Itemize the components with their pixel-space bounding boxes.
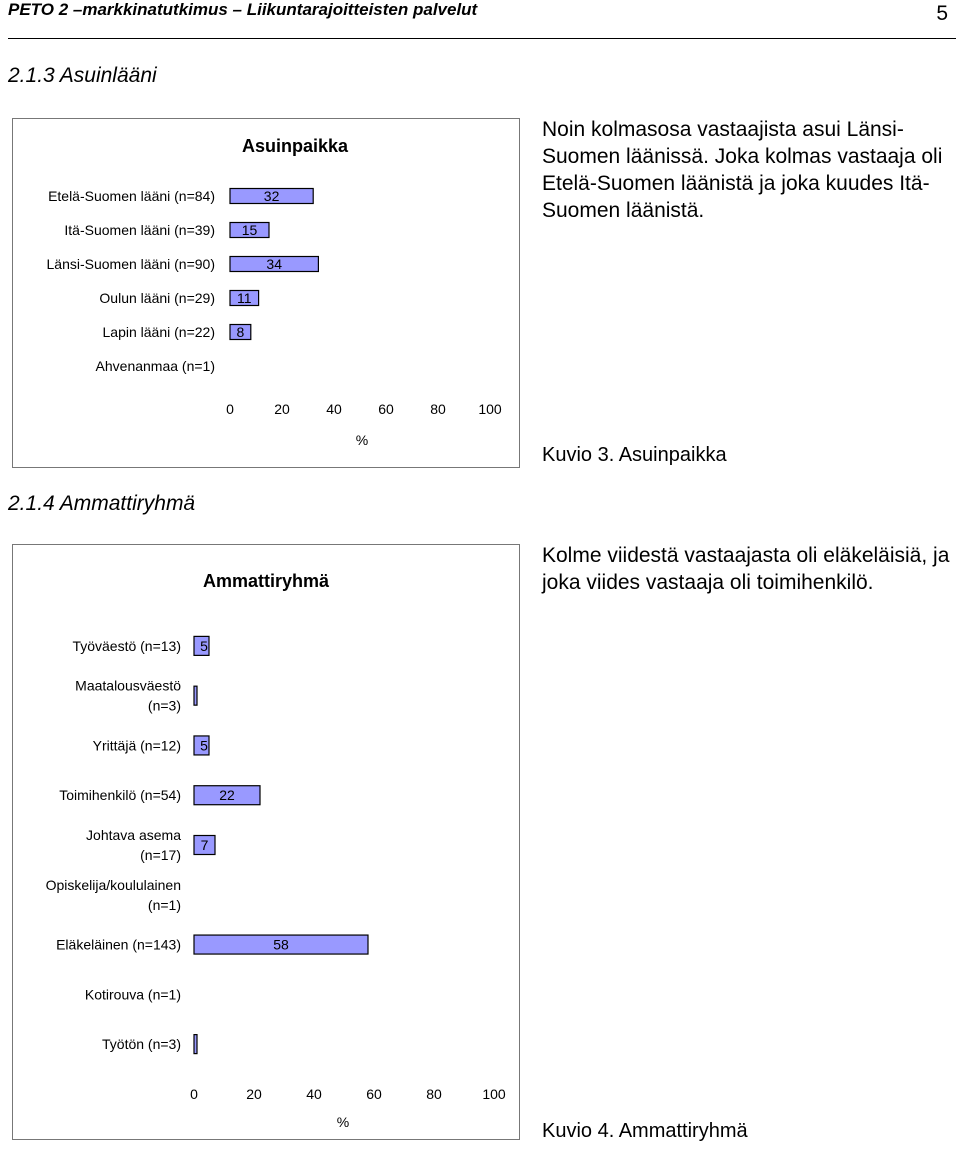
section2-body-text: Kolme viidestä vastaajasta oli eläkeläisiä, ja joka viides vastaaja oli toimihenkilö. (542, 544, 950, 594)
chart-title: Ammattiryhmä (202, 571, 330, 591)
bar (194, 1035, 197, 1054)
category-label: Työväestö (n=13) (72, 637, 181, 654)
category-label: Etelä-Suomen lääni (n=84) (48, 188, 215, 204)
chart-asuinpaikka-frame (12, 118, 520, 468)
tick-label: 80 (430, 401, 446, 417)
category-label: (n=17) (140, 847, 181, 863)
chart-ammattiryhma (13, 545, 519, 1139)
category-label: Toimihenkilö (n=54) (59, 787, 181, 804)
section-heading-asuinlaani: 2.1.3 Asuinlääni (8, 64, 157, 87)
axis-label: % (336, 1114, 350, 1130)
category-label: Eläkeläinen (n=143) (56, 936, 181, 953)
category-label: Kotirouva (n=1) (84, 986, 181, 1003)
chart-asuinpaikka (13, 119, 519, 467)
tick-label: 100 (482, 1086, 506, 1102)
tick-label: 100 (478, 401, 502, 417)
category-label: Länsi-Suomen lääni (n=90) (46, 256, 215, 272)
data-label: 58 (273, 936, 289, 953)
tick-label: 80 (426, 1086, 442, 1102)
category-label: Lapin lääni (n=22) (102, 324, 215, 340)
tick-label: 60 (366, 1086, 382, 1102)
tick-label: 0 (190, 1086, 198, 1102)
category-label: Maatalousväestö (75, 677, 181, 694)
section-heading-ammattiryhma: 2.1.4 Ammattiryhmä (8, 492, 196, 515)
category-label: Itä-Suomen lääni (n=39) (64, 222, 215, 238)
tick-label: 20 (246, 1086, 262, 1102)
data-label: 5 (200, 737, 208, 754)
figure-caption-4: Kuvio 4. Ammattiryhmä (542, 1120, 748, 1142)
category-label: Opiskelija/koululainen (45, 876, 181, 893)
data-label: 5 (200, 637, 208, 654)
tick-label: 0 (226, 401, 234, 417)
tick-label: 40 (326, 401, 342, 417)
tick-label: 60 (378, 401, 394, 417)
chart-title: Asuinpaikka (241, 136, 349, 156)
axis-label: % (355, 432, 369, 448)
data-label: 11 (237, 290, 252, 306)
section1-body-text: Noin kolmasosa vastaajista asui Länsi-Suomen läänissä. Joka kolmas vastaaja oli Etelä-Suomen läänistä ja joka kuudes Itä-Suomen läänistä. (542, 118, 943, 222)
page-number: 5 (936, 2, 948, 25)
category-label: Yrittäjä (n=12) (92, 737, 181, 754)
document-header-title: PETO 2 –markkinatutkimus – Liikuntarajoitteisten palvelut (8, 0, 478, 19)
category-label: (n=1) (147, 896, 181, 913)
data-label: 15 (241, 222, 258, 238)
header-divider (8, 38, 956, 39)
category-label: Ahvenanmaa (n=1) (95, 358, 215, 374)
category-label: Johtava asema (86, 827, 181, 843)
data-label: 34 (266, 256, 282, 272)
category-label: (n=3) (147, 697, 181, 714)
tick-label: 20 (274, 401, 290, 417)
data-label: 32 (263, 188, 280, 204)
bar (194, 686, 197, 705)
category-label: Oulun lääni (n=29) (99, 290, 215, 306)
tick-label: 40 (306, 1086, 322, 1102)
category-label: Työtön (n=3) (102, 1036, 181, 1053)
data-label: 8 (236, 324, 245, 340)
data-label: 7 (200, 837, 209, 853)
data-label: 22 (219, 787, 235, 804)
chart-ammattiryhma-frame (12, 544, 520, 1140)
figure-caption-3: Kuvio 3. Asuinpaikka (542, 444, 727, 466)
